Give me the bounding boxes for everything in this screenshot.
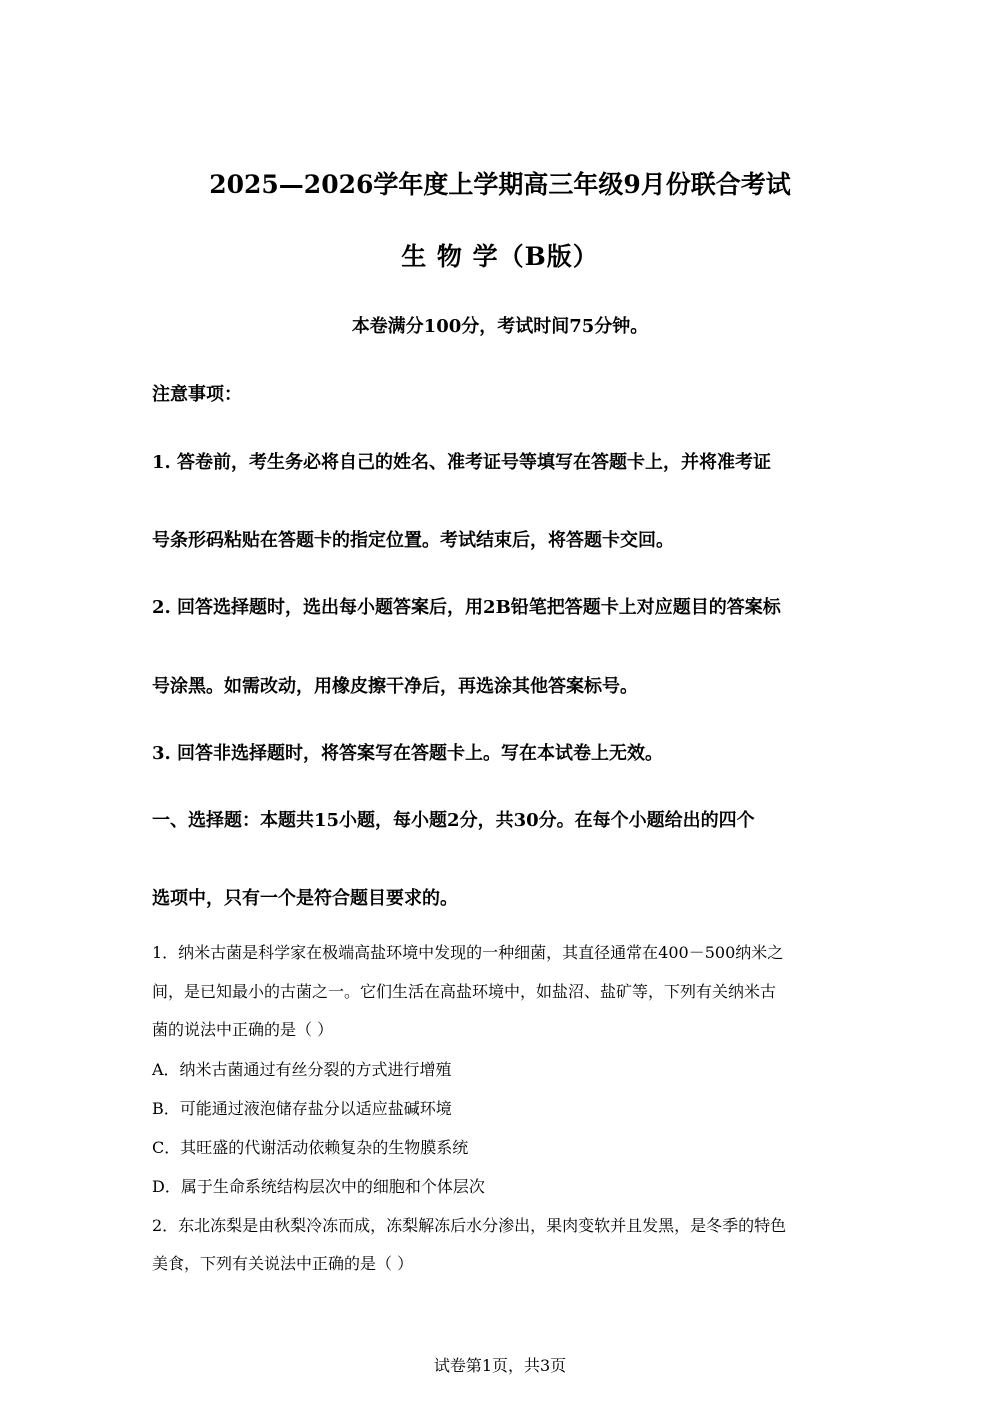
question-1-option-a: A．纳米古菌通过有丝分裂的方式进行增殖 — [152, 1060, 452, 1079]
exam-title: 2025—2026学年度上学期高三年级9月份联合考试 — [209, 170, 791, 199]
notice-line: 号条形码粘贴在答题卡的指定位置。考试结束后，将答题卡交回。 — [152, 530, 674, 551]
question-1-stem: 间，是已知最小的古菌之一。它们生活在高盐环境中，如盐沼、盐矿等，下列有关纳米古 — [152, 982, 777, 1001]
subject-title: 生 物 学（B版） — [401, 242, 599, 271]
exam-info: 本卷满分100分，考试时间75分钟。 — [351, 316, 649, 337]
notice-line: 1. 答卷前，考生务必将自己的姓名、准考证号等填写在答题卡上，并将准考证 — [152, 452, 772, 473]
section-heading: 选项中，只有一个是符合题目要求的。 — [152, 888, 458, 909]
notice-line: 号涂黑。如需改动，用橡皮擦干净后，再选涂其他答案标号。 — [152, 676, 638, 697]
notice-line: 3. 回答非选择题时，将答案写在答题卡上。写在本试卷上无效。 — [152, 743, 664, 764]
question-1-stem: 菌的说法中正确的是（ ） — [152, 1020, 334, 1039]
question-1-stem: 1．纳米古菌是科学家在极端高盐环境中发现的一种细菌，其直径通常在400－500纳米之 — [152, 943, 784, 962]
question-1-option-c: C．其旺盛的代谢活动依赖复杂的生物膜系统 — [152, 1138, 469, 1157]
page-footer: 试卷第1页，共3页 — [433, 1356, 567, 1375]
question-2-stem: 2．东北冻梨是由秋梨冷冻而成，冻梨解冻后水分渗出，果肉变软并且发黑，是冬季的特色 — [152, 1216, 787, 1235]
section-heading: 一、选择题：本题共15小题，每小题2分，共30分。在每个小题给出的四个 — [152, 810, 755, 831]
question-2-stem: 美食，下列有关说法中正确的是（ ） — [152, 1254, 414, 1273]
question-1-option-d: D．属于生命系统结构层次中的细胞和个体层次 — [152, 1177, 485, 1196]
notice-heading: 注意事项： — [152, 384, 242, 405]
notice-line: 2. 回答选择题时，选出每小题答案后，用2B铅笔把答题卡上对应题目的答案标 — [152, 597, 781, 618]
question-1-option-b: B．可能通过液泡储存盐分以适应盐碱环境 — [152, 1099, 452, 1118]
